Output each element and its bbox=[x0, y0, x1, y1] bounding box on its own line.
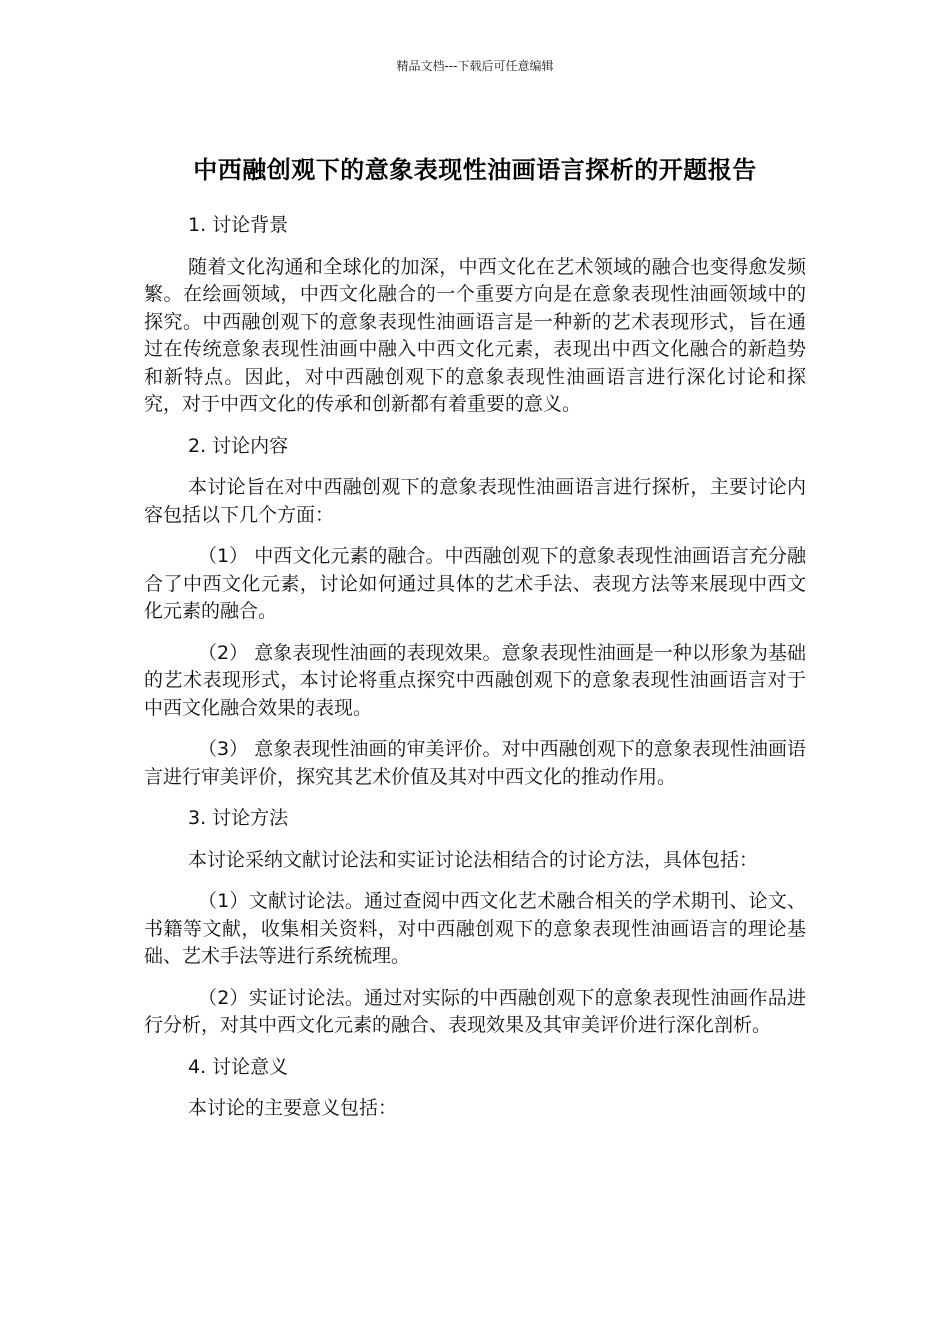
list-item: （2）实证讨论法。通过对实际的中西融创观下的意象表现性油画作品进行分析，对其中西文化元素的融合、表现效果及其审美评价进行深化剖析。 bbox=[144, 986, 806, 1036]
paragraph: 本讨论采纳文献讨论法和实证讨论法相结合的讨论方法，具体包括： bbox=[188, 848, 759, 871]
paragraph: 本讨论的主要意义包括： bbox=[188, 1097, 398, 1119]
section-heading: 4. 讨论意义 bbox=[188, 1055, 289, 1078]
page-header: 精品文档---下载后可任意编辑 bbox=[396, 59, 554, 73]
list-item: （1）文献讨论法。通过查阅中西文化艺术融合相关的学术期刊、论文、书籍等文献，收集相关资料，对中西融创观下的意象表现性油画语言的理论基础、艺术手法等进行系统梳理。 bbox=[144, 890, 806, 967]
paragraph: 本讨论旨在对中西融创观下的意象表现性油画语言进行探析，主要讨论内容包括以下几个方面： bbox=[144, 476, 806, 526]
list-item: （2） 意象表现性油画的表现效果。意象表现性油画是一种以形象为基础的艺术表现形式，本讨论将重点探究中西融创观下的意象表现性油画语言对于中西文化融合效果的表现。 bbox=[144, 641, 806, 719]
list-item: （1） 中西文化元素的融合。中西融创观下的意象表现性油画语言充分融合了中西文化元素，讨论如何通过具体的艺术手法、表现方法等来展现中西文化元素的融合。 bbox=[144, 545, 806, 622]
list-item: （3） 意象表现性油画的审美评价。对中西融创观下的意象表现性油画语言进行审美评价，探究其艺术价值及其对中西文化的推动作用。 bbox=[144, 738, 806, 788]
document-title: 中西融创观下的意象表现性油画语言探析的开题报告 bbox=[193, 156, 757, 185]
section-heading: 2. 讨论内容 bbox=[188, 434, 289, 457]
section-heading: 3. 讨论方法 bbox=[188, 807, 289, 829]
section-heading: 1. 讨论背景 bbox=[188, 214, 289, 236]
paragraph: 随着文化沟通和全球化的加深，中西文化在艺术领域的融合也变得愈发频繁。在绘画领域，中西文化融合的一个重要方向是在意象表现性油画领域中的探究。中西融创观下的意象表现性油画语言是一种新的艺术表现形式，旨在通过在传统意象表现性油画中融入中西文化元素，表现出中西文化融合的新趋势和新特点。因此，对中西融创观下的意象表现性油画语言进行深化讨论和探究，对于中西文化的传承和创新都有着重要的意义。 bbox=[144, 255, 806, 415]
document-body bbox=[144, 212, 806, 1137]
